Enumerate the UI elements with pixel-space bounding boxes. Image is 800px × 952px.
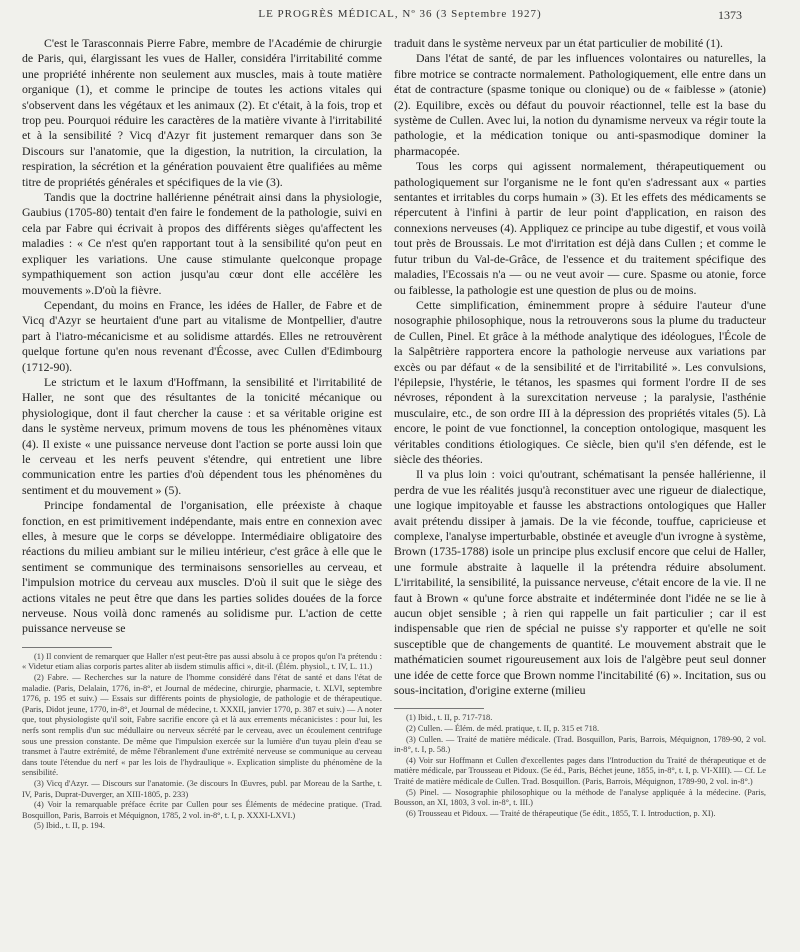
body-paragraph: Principe fondamental de l'organisation, elle préexiste à chaque fonction, en est primitivement indépendante, mais entre en connexion avec elles, à mesure que le corps se développe. Intermédiaire obligatoire des réactions du milieu ambiant sur le milieu intérieur, c'est grâce à elle que le sentiment se communique des terminaisons sensorielles au cerveau, et l'impulsion motrice du cerveau aux muscles. D'où il suit que le siège des actions vitales ne peut être que dans les parties solides douées de la force nerveuse. Nous voilà donc ramenés au solidisme pur. L'action de cette puissance nerveuse se — [22, 498, 382, 636]
footnote: (2) Fabre. — Recherches sur la nature de l'homme considéré dans l'état de santé et dans l'état de maladie. (Paris, Delalain, 1776, in-8°, et Journal de médecine, chirurgie, pharmacie, t. XLVI, septembre 1776, p. 195 et suiv.) — Essais sur différents points de physiologie, de pathologie et de thérapeutique. (Paris, Didot jeune, 1770, in-8°, et Journal de médecine, t. XXXII, janvier 1770, p. 387 et suiv.) — A noter que, tout physiologiste qu'il soit, Fabre sacrifie encore çà et là aux errements mécanicistes : pour lui, les nerfs sont remplis d'un suc médullaire ou nerveux sécrété par le cerveau, avec un écoulement centrifuge sous une pression constante. De même que l'impulsion exercée sur la lumière d'un tuyau plein d'eau se transmet à l'autre extrémité, de même l'ébranlement d'une extrémité nerveuse se communique au cerveau dans toute l'étendue du nerf « par les lois de l'hydraulique ». Explication simpliste du phénomène de la sensibilité. — [22, 673, 382, 778]
footnote: (3) Cullen. — Traité de matière médicale. (Trad. Bosquillon, Paris, Barrois, Méquignon, 1789-90, 2 vol. in-8°, t. I, p. 58.) — [394, 734, 766, 755]
footnote: (1) Il convient de remarquer que Haller n'est peut-être pas aussi absolu à ce propos qu'on l'a prétendu : « Videtur etiam alias corporis partes aliter ab iisdem stimulis affici », dit-il. (Élém. physiol., t. IV, L. 11.) — [22, 651, 382, 672]
running-title: LE PROGRÈS MÉDICAL, Nº 36 (3 Septembre 1927) — [258, 8, 542, 20]
footnote: (5) Pinel. — Nosographie philosophique ou la méthode de l'analyse appliquée à la médecine. (Paris, Bousson, an XI, 1803, 3 vol. in-8°, t. III.) — [394, 787, 766, 808]
body-paragraph: traduit dans le système nerveux par un état particulier de mobilité (1). — [394, 36, 723, 50]
footnote-divider — [394, 708, 484, 709]
left-column — [22, 36, 382, 944]
body-paragraph: Il va plus loin : voici qu'outrant, schématisant la pensée hallérienne, il perdra de vue les réalités jusqu'à reconstituer avec une rigueur de dialectique, une logique impitoyable et fausse les abstractions ontologiques que Haller avait prétendu dissiper à jamais. De la vie féconde, touffue, capricieuse et complexe, l'analyse imperturbable, obstinée et aveugle d'un ivrogne à système, Brown (1735-1788) isole un principe plus exclusif encore que celui de Haller, une formule abstraite à laquelle il la prétendra réduire absolument. L'irritabilité, la sensibilité, la puissance nerveuse, c'était encore de la vie. Il ne faut à Brown « qu'une force abstraite et indéterminée dont l'idée ne se lie à aucun objet sensible ; à rien qui rappelle un fait particulier ; car il est indispensable que rien de spécial ne puisse s'y rapporter et qu'elle ne soit susceptible que de changements de quantité. Le mouvement abstrait que le mathématicien soumet rigoureusement aux lois de l'algèbre peut seul donner une idée de cette force que Brown nomme l'incitabilité (6) ». Incitation, sus ou sous-incitation, d'origine externe (milieu — [394, 467, 766, 698]
footnote: (4) Voir sur Hoffmann et Cullen d'excellentes pages dans l'Introduction du Traité de thérapeutique et de matière médicale, par Trousseau et Pidoux. (5e éd., Paris, Béchet jeune, 1855, in-8°, t. I, p. VI-XIII). — Cf. Le Traité de matière médicale de Cullen. Trad. Bosquillon. (Paris, Barrois, Méquignon, 1789-90, 2 vol. in-8°.) — [394, 755, 766, 787]
body-paragraph: Cette simplification, éminemment propre à séduire l'auteur d'une nosographie philosophique, nous la retrouverons sous la plume du traducteur de Cullen, Pinel. Et grâce à la méthode analytique des idéologues, l'École de la Salpêtrière rapportera encore la pathologie nerveuse aux variations par excès ou par défaut « de la sensibilité et de l'irritabilité ». Les convulsions, l'épilepsie, l'hystérie, le tétanos, les spasmes qui forment l'ordre II de ses névroses, répondent à la surexcitation nerveuse ; la paralysie, l'asthénie musculaire, etc., de son ordre III à la dépression des propriétés vitales (5). Là encore, le point de vue fonctionnel, la conception ontologique, masquent les véritables conditions étiologiques. Ce siècle, bien qu'il s'en défende, est le siècle des théories. — [394, 297, 766, 466]
footnote: (2) Cullen. — Élém. de méd. pratique, t. II, p. 315 et 718. — [406, 724, 600, 734]
page-number: 1373 — [718, 8, 742, 22]
footnote: (5) Ibid., t. II, p. 194. — [34, 821, 105, 831]
body-paragraph: Dans l'état de santé, de par les influences volontaires ou naturelles, la fibre motrice se contracte normalement. Pathologiquement, elle entre dans un état de contracture (spasme tonique ou clonique) ou de « faiblesse » (atonie) (2). Equilibre, excès ou défaut du pouvoir réactionnel, telle est la base du système de Cullen. Avec lui, la notion du dynamisme nerveux va régir toute la pathologie, et la médication tonique ou anti-spasmodique dominer la pharmacopée. — [394, 51, 766, 158]
right-column — [394, 36, 766, 944]
body-paragraph: Cependant, du moins en France, les idées de Haller, de Fabre et de Vicq d'Azyr se heurtaient d'une part au vitalisme de Montpellier, d'autre part à l'iatro-mécanicisme et au solidisme attardés. Elles ne retrouvèrent quelque fortune qu'en nous revenant d'Écosse, avec Cullen d'Edimbourg (1712-90). — [22, 297, 382, 374]
body-paragraph: Tous les corps qui agissent normalement, thérapeutiquement ou pathologiquement sur l'organisme ne le font qu'en s'adressant aux « parties sentantes et irritables du corps humain » (3). Et les effets des médicaments se répercutent à l'infini à partir de leur point d'application, en raison des connexions nerveuses (4). Appliquez ce principe au tube digestif, et vous voilà tout près de Broussais. Le mot d'irritation est déjà dans Cullen ; et comme le futur tribun du Val-de-Grâce, de l'essence et du traitement spécifique des maladies, l'Ecossais n'a — ou ne veut avoir — cure. Spasme ou atonie, force ou faiblesse, la pathologie est une question de plus ou de moins. — [394, 159, 766, 297]
running-header — [0, 8, 800, 26]
footnote-divider — [22, 647, 112, 648]
footnote: (6) Trousseau et Pidoux. — Traité de thérapeutique (5e édit., 1855, T. I. Introduction, p. XI). — [406, 808, 716, 818]
body-paragraph: C'est le Tarasconnais Pierre Fabre, membre de l'Académie de chirurgie de Paris, qui, élargissant les vues de Haller, considéra l'irritabilité comme une propriété inhérente non seulement aux muscles, mais à toute matière organique (1), et comme le principe de toutes les actions vitales qui s'observent dans les végétaux et les animaux (2). Et c'était, à la fois, trop et trop peu. Pourquoi réduire les caractères de la matière vivante à l'irritabilité et à la sensibilité ? Vicq d'Azyr fit justement remarquer dans son 3e Discours sur l'anatomie, que la digestion, la nutrition, la circulation, la respiration, la sécrétion et la génération pouvaient être qualifiées au même titre de propriétés générales et spécifiques de la vie (3). — [22, 36, 382, 189]
footnote: (3) Vicq d'Azyr. — Discours sur l'anatomie. (3e discours In Œuvres, publ. par Moreau de la Sarthe, t. IV, Paris, Duprat-Duverger, an XIII-1805, p. 233) — [22, 778, 382, 799]
footnote: (1) Ibid., t. II, p. 717-718. — [406, 713, 493, 723]
footnote: (4) Voir la remarquable préface écrite par Cullen pour ses Éléments de médecine pratique. (Trad. Bosquillon, Paris, Barrois et Méquignon, 1785, 2 vol. in-8°, t. I, p. XXXI-LXVI.) — [22, 800, 382, 820]
body-paragraph: Tandis que la doctrine hallérienne pénétrait ainsi dans la physiologie, Gaubius (1705-80) tentait d'en faire le fondement de la pathologie, suivi en cela par Fabre qui écrivait à propos des différents sièges qu'affectent les maladies : « Ce n'est qu'en rapportant tout à la sensibilité qu'on peut en expliquer les variations. Une cause stimulante quelconque propage sympathiquement son action jusqu'au cœur dont elle accélère les mouvements ».D'où la fièvre. — [22, 190, 382, 297]
body-paragraph: Le strictum et le laxum d'Hoffmann, la sensibilité et l'irritabilité de Haller, ne sont que des résultantes de la tonicité mécanique ou physiologique, dont il faut chercher la cause : et sa véritable origine est dans le système nerveux, primum movens de tous les phénomènes vitaux (4). Il existe « une puissance nerveuse dont l'action se porte aussi loin que le cerveau et les nerfs peuvent s'étendre, qui entretient une libre communication entre les parties d'où dépendent tous les phénomènes du sentiment et du mouvement » (5). — [22, 374, 382, 497]
